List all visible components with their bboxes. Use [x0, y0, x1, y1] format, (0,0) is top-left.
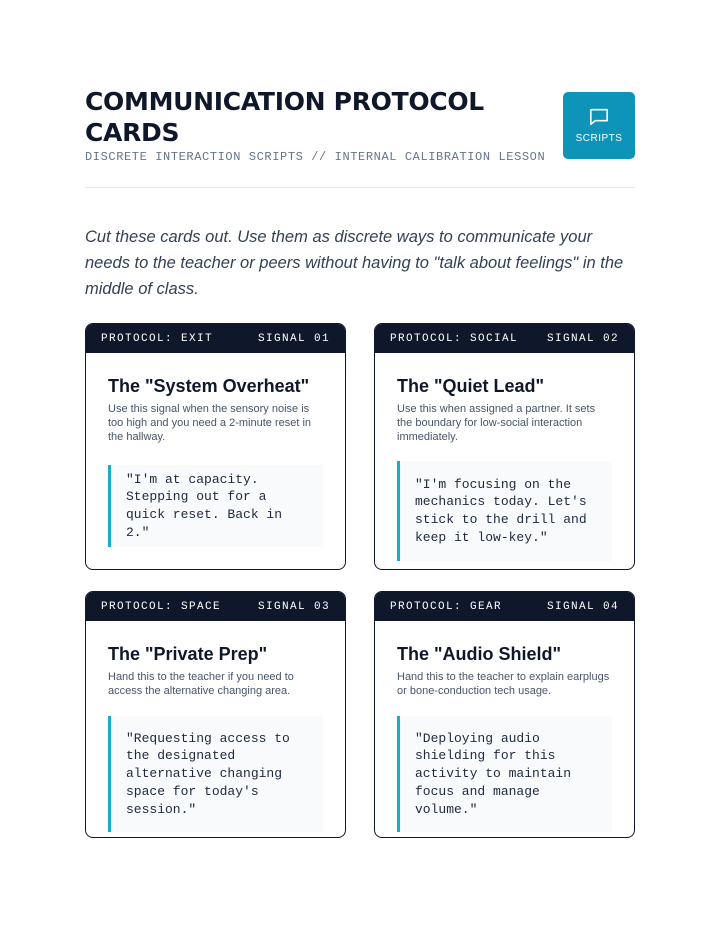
scripts-badge [563, 92, 635, 159]
card-protocol-label: PROTOCOL: SOCIAL [390, 332, 519, 345]
card-script-text: "I'm focusing on the mechanics today. Let's stick to the drill and keep it low-key." [415, 476, 587, 545]
card-description: Use this when assigned a partner. It sets the boundary for low-social interaction immediately. [397, 403, 596, 443]
card-body [375, 353, 634, 444]
card-script [108, 716, 323, 832]
card-script [397, 461, 612, 561]
card-header [86, 324, 345, 353]
card-description: Hand this to the teacher if you need to access the alternative changing area. [108, 671, 294, 697]
card-protocol-label: PROTOCOL: GEAR [390, 600, 503, 613]
card-script [397, 716, 612, 832]
card-description: Hand this to the teacher to explain earplugs or bone-conduction tech usage. [397, 671, 610, 697]
card-title: The "System Overheat" [108, 376, 310, 396]
card-header [86, 592, 345, 621]
intro-text: Cut these cards out. Use them as discrete ways to communicate your needs to the teacher or peers without having to "talk about feelings" in the middle of class. [85, 228, 624, 298]
card-title: The "Audio Shield" [397, 644, 562, 664]
protocol-card-space [85, 591, 346, 838]
card-script-text: "I'm at capacity. Stepping out for a quick reset. Back in 2." [126, 471, 283, 540]
card-signal-label: SIGNAL 03 [257, 600, 330, 613]
card-signal-label: SIGNAL 04 [546, 600, 619, 613]
card-body [375, 621, 634, 698]
card-signal-label: SIGNAL 01 [257, 332, 330, 345]
divider [85, 187, 635, 188]
protocol-card-social [374, 323, 635, 570]
protocol-card-exit [85, 323, 346, 570]
card-script [108, 465, 323, 547]
card-header [375, 324, 634, 353]
card-title: The "Private Prep" [108, 644, 268, 664]
card-title: The "Quiet Lead" [397, 376, 545, 396]
badge-label: SCRIPTS [575, 133, 623, 144]
card-script-text: "Requesting access to the designated alternative changing space for today's session." [126, 730, 290, 817]
protocol-card-gear [374, 591, 635, 838]
card-body [86, 621, 345, 698]
card-description: Use this signal when the sensory noise is too high and you need a 2-minute reset in the hallway. [108, 403, 312, 443]
card-script-text: "Deploying audio shielding for this activity to maintain focus and manage volume." [415, 730, 572, 817]
page-title: COMMUNICATION PROTOCOL CARDS [85, 87, 484, 147]
card-body [86, 353, 345, 444]
card-protocol-label: PROTOCOL: EXIT [101, 332, 214, 345]
card-signal-label: SIGNAL 02 [546, 332, 619, 345]
card-protocol-label: PROTOCOL: SPACE [101, 600, 222, 613]
header [85, 86, 635, 176]
page-subtitle: DISCRETE INTERACTION SCRIPTS // INTERNAL CALIBRATION LESSON [85, 150, 546, 164]
card-header [375, 592, 634, 621]
speech-bubble-icon [588, 107, 610, 127]
